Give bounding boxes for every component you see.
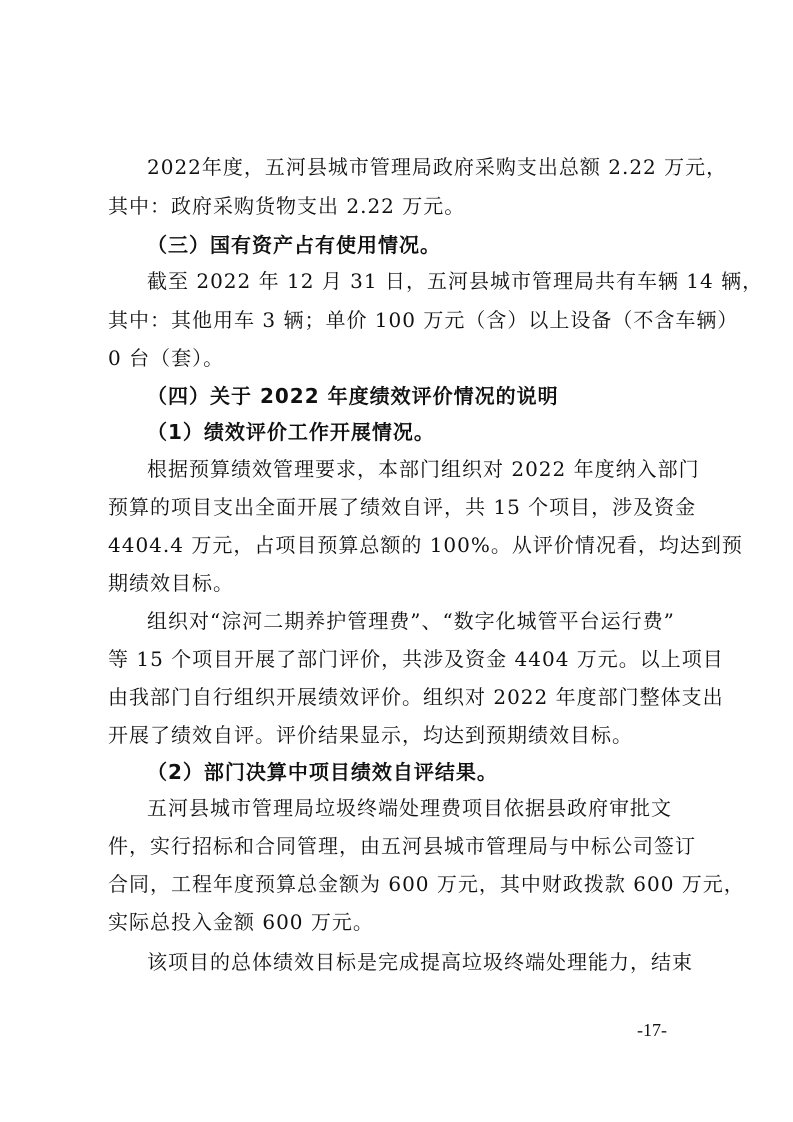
paragraph-line: 0 台（套）。	[108, 346, 225, 370]
paragraph-line: 五河县城市管理局垃圾终端处理费项目依据县政府审批文	[147, 796, 672, 820]
paragraph-line: 2022年度，五河县城市管理局政府采购支出总额 2.22 万元，	[147, 155, 728, 179]
paragraph-line: 根据预算绩效管理要求，本部门组织对 2022 年度纳入部门	[147, 457, 700, 481]
paragraph-line: 由我部门自行组织开展绩效评价。组织对 2022 年度部门整体支出	[108, 685, 724, 709]
paragraph-line: 4404.4 万元，占项目预算总额的 100%。从评价情况看，均达到预	[108, 533, 743, 557]
paragraph-line: 件，实行招标和合同管理，由五河县城市管理局与中标公司签订	[108, 834, 696, 858]
paragraph-line: 截至 2022 年 12 月 31 日，五河县城市管理局共有车辆 14 辆，	[147, 269, 764, 293]
paragraph-line: 合同，工程年度预算总金额为 600 万元，其中财政拨款 600 万元，	[108, 872, 745, 896]
paragraph-line: 该项目的总体绩效目标是完成提高垃圾终端处理能力，结束	[147, 950, 693, 974]
paragraph-line: 实际总投入金额 600 万元。	[108, 910, 374, 934]
paragraph-line: 其中：政府采购货物支出 2.22 万元。	[108, 194, 466, 218]
paragraph-line: 等 15 个项目开展了部门评价，共涉及资金 4404 万元。以上项目	[108, 647, 724, 671]
paragraph-line: 其中：其他用车 3 辆；单价 100 万元（含）以上设备（不含车辆）	[108, 308, 739, 332]
paragraph-line: 开展了绩效自评。评价结果显示，均达到预期绩效目标。	[108, 723, 633, 747]
paragraph-line: 期绩效目标。	[108, 571, 234, 595]
page-number: -17-	[637, 1020, 667, 1040]
subsection-heading: （1）绩效评价工作开展情况。	[147, 420, 435, 444]
section-heading: （三）国有资产占有使用情况。	[147, 233, 441, 257]
paragraph-line: 组织对“淙河二期养护管理费”、“数字化城管平台运行费”	[147, 609, 675, 633]
section-heading: （四）关于 2022 年度绩效评价情况的说明	[147, 384, 559, 408]
subsection-heading: （2）部门决算中项目绩效自评结果。	[147, 760, 498, 784]
paragraph-line: 预算的项目支出全面开展了绩效自评，共 15 个项目，涉及资金	[108, 495, 697, 519]
